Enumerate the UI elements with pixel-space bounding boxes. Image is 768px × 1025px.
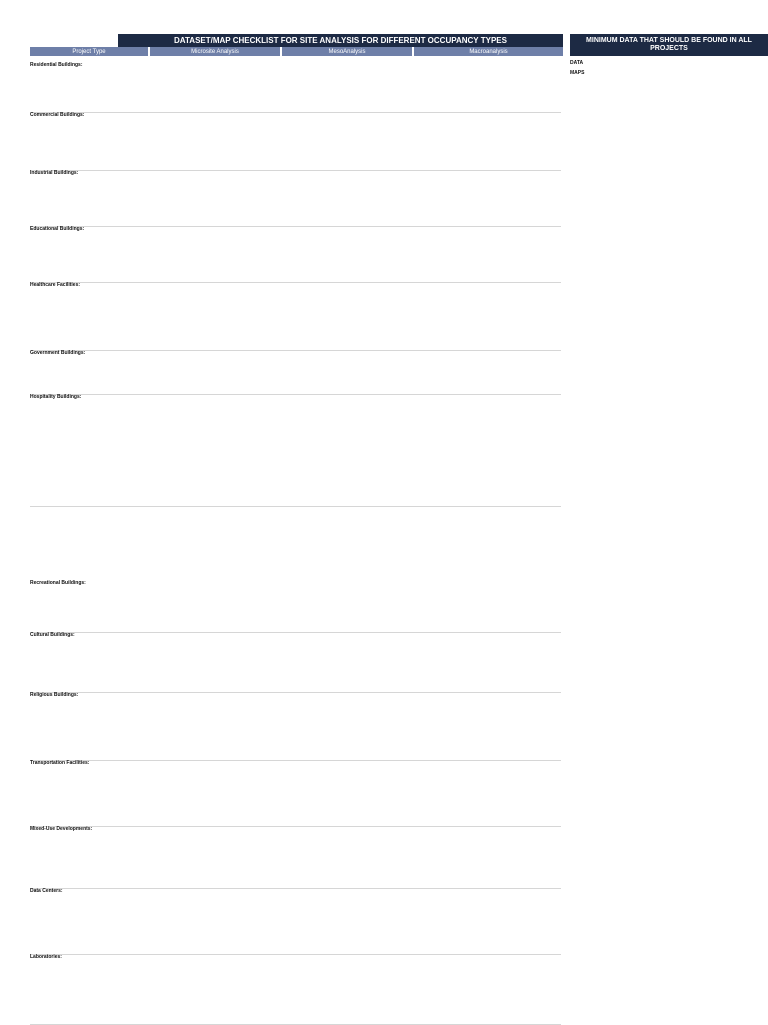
maps-section-title: MAPS [570, 70, 585, 76]
project-type-cell [30, 826, 118, 832]
project-type-cell [30, 170, 118, 176]
project-type-cell [30, 350, 118, 356]
minimum-data-panel [570, 58, 768, 76]
project-type-label: Hospitality Buildings: [30, 394, 82, 400]
project-type-cell [30, 282, 118, 288]
table-row [30, 888, 561, 955]
project-type-cell [30, 888, 118, 894]
project-type-label: Mixed-Use Developments: [30, 826, 93, 832]
project-type-cell [30, 760, 118, 766]
header-project-type: Project Type [30, 47, 148, 56]
project-type-label: Commercial Buildings: [30, 112, 85, 118]
table-row [30, 112, 561, 171]
project-type-label: Industrial Buildings: [30, 170, 79, 176]
table-row [30, 826, 561, 889]
table-row [30, 62, 561, 113]
table-row [30, 282, 561, 351]
table-title: DATASET/MAP CHECKLIST FOR SITE ANALYSIS FOR DIFFERENT OCCUPANCY TYPES [118, 34, 563, 47]
project-type-label: Healthcare Facilities: [30, 282, 81, 288]
header-meso: MesoAnalysis [282, 47, 412, 56]
table-row [30, 954, 561, 1025]
table-row [30, 226, 561, 283]
header-macro: Macroanalysis [414, 47, 563, 56]
project-type-label: Cultural Buildings: [30, 632, 75, 638]
project-type-label: Educational Buildings: [30, 226, 85, 232]
table-row [30, 760, 561, 827]
table-row [30, 170, 561, 227]
table-row [30, 394, 561, 507]
data-section-title: DATA [570, 60, 584, 66]
project-type-label: Residential Buildings: [30, 62, 83, 68]
table-row [30, 632, 561, 693]
project-type-label: Data Centers: [30, 888, 63, 894]
project-type-cell [30, 226, 118, 232]
project-type-cell [30, 632, 118, 638]
project-type-cell [30, 580, 118, 586]
project-type-label: Government Buildings: [30, 350, 86, 356]
table-row [30, 580, 561, 633]
project-type-cell [30, 692, 118, 698]
header-microsite: Microsite Analysis [150, 47, 280, 56]
table-row [30, 692, 561, 761]
minimum-data-title: MINIMUM DATA THAT SHOULD BE FOUND IN ALL PROJECTS [570, 34, 768, 56]
project-type-cell [30, 112, 118, 118]
project-type-cell [30, 62, 118, 68]
project-type-cell [30, 394, 118, 400]
project-type-label: Transportation Facilities: [30, 760, 90, 766]
project-type-label: Recreational Buildings: [30, 580, 86, 586]
project-type-label: Religious Buildings: [30, 692, 79, 698]
project-type-label: Laboratories: [30, 954, 62, 960]
project-type-cell [30, 954, 118, 960]
table-row [30, 350, 561, 395]
